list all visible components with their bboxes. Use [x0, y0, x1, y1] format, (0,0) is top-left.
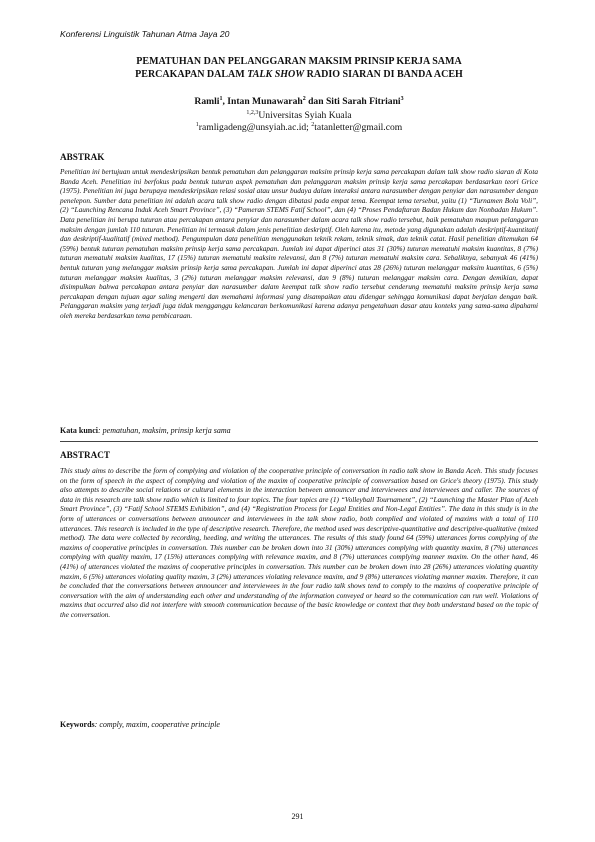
- keywords-value: : comply, maxim, cooperative principle: [94, 720, 220, 729]
- section-divider: [60, 441, 538, 442]
- email-2: tatanletter@gmail.com: [314, 122, 403, 133]
- page-number: 291: [291, 812, 304, 821]
- abstrak-body: Penelitian ini bertujuan untuk mendeskripsikan bentuk pematuhan dan pelanggaran maksim prinsip kerja sama percakapan dalam talk show radio siaran di Kota Banda Aceh. Penelitian ini berfokus pada bentuk tuturan aspek pematuhan dan pelanggaran maksim prinsip kerja sama percakapan berdasarkan teori Grice (1975). Penelitian ini juga berupaya mendeskripsikan relasi sosial atau unsur budaya dalam interaksi antara narasumber dengan penyiar dan narasumber dengan penelepon. Sumber data penelitian ini adalah acara talk show radio dengan dibatasi pada empat tema. Keempat tema tersebut, yaitu (1) “Turnamen Bola Voli”, (2) “Launching Rencana Induk Aceh Smart Province”, (3) “Pameran STEMS Fatif School”, dan (4) “Proses Pendaftaran Badan Hukum dan Nonbadan Hukum”. Data penelitian ini berupa tuturan atau percakapan antara penyiar dan narasumber dalam acara talk show radio tersebut, baik pematuhan maupun pelanggaran maksim dengan jumlah 110 tuturan. Penelitian ini termasuk dalam jenis penelitian deskriptif. Oleh karena itu, metode yang digunakan adalah deskriptif-kuantitatif dan deskriptif-kualitatif (mixed method). Pengumpulan data penelitian menggunakan teknik rekam, teknik simak, dan teknik catat. Hasil penelitian ditemukan 64 (59%) bentuk tuturan pematuhan maksim prinsip kerja sama percakapan. Jumlah ini dapat diperinci atas 31 (30%) tuturan mematuhi maksim kuantitas, 8 (7%) tuturan mematuhi maksim kualitas, 17 (15%) tuturan mematuhi maksim relevansi, dan 8 (7%) tuturan mematuhi maksim cara. Sebaliknya, sebanyak 46 (41%) bentuk tuturan yang melanggar maksim prinsip kerja sama percakapan. Jumlah ini dapat diperinci atas 28 (26%) tuturan melanggar maksim kuantitas, 6 (5%) tuturan melanggar maksim kualitas, 3 (2%) tuturan melanggar maksim relevansi, dan 9 (8%) tuturan melanggar maksim cara. Dengan demikian, dapat disimpulkan bahwa percakapan antara penyiar dan narasumber dalam keempat talk show radio tersebut cenderung mematuhi maksim prinsip kerja sama percakapan dengan tujuan agar saling mengerti dan memahami informasi yang disampaikan atau didengar sehingga komunikasi dapat berjalan dengan baik. Pelanggaran maksim yang terjadi juga tidak mengganggu kelancaran berkomunikasi karena adanya pengetahuan dasar atau konteks yang sama-sama dipahami oleh mereka berdasarkan tema pembicaraan.: [60, 167, 538, 320]
- author-2-sup: 2: [302, 95, 306, 102]
- affiliation: [60, 110, 538, 122]
- keywords-label: Keywords: [60, 720, 95, 729]
- title-italic-talk-show: TALK SHOW: [247, 69, 305, 80]
- kata-kunci: [60, 426, 538, 435]
- title-line-2-start: PERCAKAPAN DALAM: [135, 69, 248, 80]
- author-names: [60, 96, 538, 108]
- author-3: dan Siti Sarah Fitriani: [305, 96, 401, 107]
- author-2: , Intan Munawarah: [222, 96, 303, 107]
- affiliation-sup: 1,2,3: [246, 109, 259, 116]
- keywords: [60, 720, 538, 729]
- paper-title: [60, 55, 538, 81]
- title-line-2-end: RADIO SIARAN DI BANDA ACEH: [304, 69, 463, 80]
- author-1: Ramli: [194, 96, 220, 107]
- abstract-body: This study aims to describe the form of complying and violation of the cooperative principle of conversation in radio talk show in Banda Aceh. This study focuses on the form of speech in the aspect of complying and violation of the maxim of cooperative principle of conversation based on Grice's theory (1975). This study also attempts to describe social relations or cultural elements in the interaction between announcer and interviewees and interviewees and caller. The sources of data in this research are talk show radio which is limited to four topics. The four topics are (1) “Volleyball Tournament”, (2) “Launching the Master Plan of Aceh Smart Province”, (3) “Fatif School STEMS Exhibition”, and (4) “Registration Process for Legal Entities and Non-Legal Entities”. The data in this study is in the form of utterances or conversations between announcer and interviewees in the talk show radio, both complied and violated of maxims with a total of 110 utterances. This research is included in the type of descriptive research. Therefore, the method used was descriptive-quantitative and descriptive-qualitative (mixed method). The data were collected by recording, heeding, and writing the utterances. The results of this study found 64 (59%) utterances forms complying of the maxims of cooperative principles in conversation. This number can be broken down into 31 (30%) utterances complying with quantity maxim, 8 (7%) utterances complying with quality maxim, 17 (15%) utterances complying with relevance maxim, and 8 (7%) utterances complying manner maxim. On the other hand, 46 (41%) of utterances violated the maxims of cooperative principles in conversation. This number can be broken down into 28 (26%) utterances violating quantity maxim, 6 (5%) utterances violating quality maxim, 3 (2%) utterances violating relevance maxim, and 9 (8%) utterances violating manner maxim. Therefore, it can be concluded that the conversations between announcer and interviewees in the four radio talk shows tend to comply to the maxims of cooperative principle of conversation with the aim of understanding each other and understanding of the information conveyed or heard so the communication can run well. Violations of maxims that occurred also did not interfere with smooth communication because of the basic knowledge or context that they both understand based on the topic of the conversation.: [60, 466, 538, 619]
- kata-kunci-value: : pematuhan, maksim, prinsip kerja sama: [98, 426, 231, 435]
- email-1: ramligadeng@unsyiah.ac.id;: [198, 122, 312, 133]
- running-header: Konferensi Linguistik Tahunan Atma Jaya 20: [60, 29, 230, 39]
- author-block: [60, 96, 538, 134]
- email-1-sup: 1: [195, 121, 199, 128]
- abstract-heading: ABSTRACT: [60, 450, 111, 460]
- author-3-sup: 3: [400, 95, 404, 102]
- title-line-2: [60, 68, 538, 81]
- kata-kunci-label: Kata kunci: [60, 426, 99, 435]
- affiliation-text: Universitas Syiah Kuala: [258, 110, 352, 121]
- title-line-1: PEMATUHAN DAN PELANGGARAN MAKSIM PRINSIP KERJA SAMA: [136, 56, 462, 67]
- emails: [60, 122, 538, 134]
- email-2-sup: 2: [311, 121, 315, 128]
- author-1-sup: 1: [219, 95, 223, 102]
- abstrak-heading: ABSTRAK: [60, 152, 105, 162]
